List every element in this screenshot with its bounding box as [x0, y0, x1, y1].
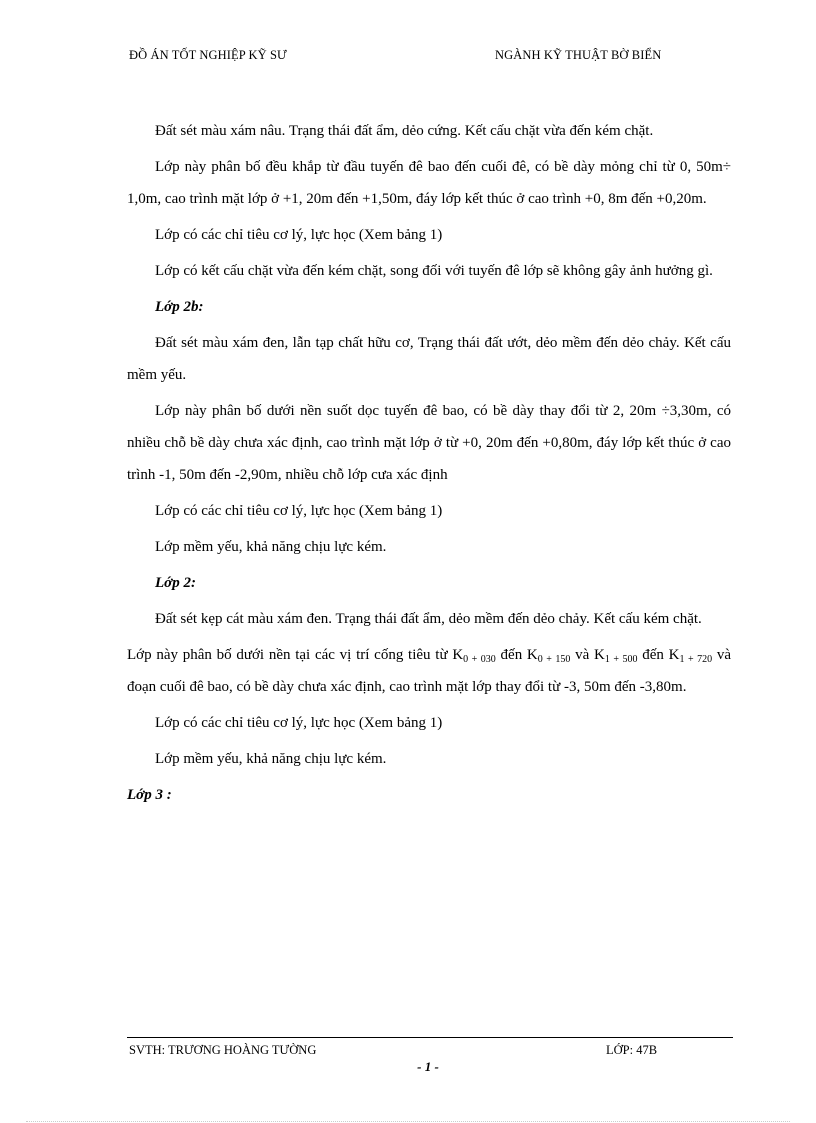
- page-number: - 1 -: [417, 1059, 439, 1074]
- page-break-divider: [26, 1121, 790, 1122]
- paragraph-with-subscripts: [127, 639, 731, 703]
- section-heading: Lớp 2:: [155, 575, 196, 591]
- text-run: Lớp này phân bố dưới nền tại các vị trí cống tiêu từ K: [127, 647, 464, 663]
- section-heading: Lớp 2b:: [155, 299, 204, 315]
- header-right: NGÀNH KỸ THUẬT BỜ BIỂN: [495, 48, 662, 62]
- footer-left: SVTH: TRƯƠNG HOÀNG TƯỜNG: [129, 1043, 317, 1057]
- text-run: và đoạn cuối đê bao, có bề dày chưa xác định, cao trình mặt lớp thay đổi từ -3, 50m đến -3,80m.: [127, 647, 732, 695]
- paragraph: Đất sét kẹp cát màu xám đen. Trạng thái đất ẩm, dẻo mềm đến dẻo chảy. Kết cấu kém chặt.: [155, 611, 702, 627]
- paragraph: Lớp này phân bố dưới nền suốt dọc tuyến đê bao, có bề dày thay đổi từ 2, 20m ÷3,30m, có nhiều chỗ bề dày chưa xác định, cao trình mặt lớp ở từ +0, 20m đến +0,80m, đáy lớp kết thúc ở cao trình -1, 50m đến -2,90m, nhiều chỗ lớp cưa xác định: [127, 403, 731, 483]
- paragraph: Đất sét màu xám nâu. Trạng thái đất ẩm, dẻo cứng. Kết cấu chặt vừa đến kém chặt.: [155, 123, 654, 139]
- text-run: và K: [570, 647, 605, 663]
- paragraph: Lớp có các chỉ tiêu cơ lý, lực học (Xem bảng 1): [155, 503, 443, 519]
- document-body: [127, 115, 731, 815]
- subscript: 0 + 030: [463, 654, 496, 665]
- paragraph: Lớp mềm yếu, khả năng chịu lực kém.: [155, 751, 387, 767]
- footer-divider: [127, 1037, 733, 1038]
- subscript: 0 + 150: [537, 654, 571, 665]
- header-left: ĐỒ ÁN TỐT NGHIỆP KỸ SƯ: [129, 48, 287, 62]
- paragraph: Lớp này phân bố đều khắp từ đầu tuyến đê bao đến cuối đê, có bề dày mỏng chỉ từ 0, 50m÷ 1,0m, cao trình mặt lớp ở +1, 20m đến +1,50m, đáy lớp kết thúc ở cao trình +0, 8m đến +0,20m.: [127, 159, 731, 207]
- paragraph: Đất sét màu xám đen, lẫn tạp chất hữu cơ, Trạng thái đất ướt, dẻo mềm đến dẻo chảy. Kết cấu mềm yếu.: [127, 335, 731, 383]
- paragraph: Lớp có các chỉ tiêu cơ lý, lực học (Xem bảng 1): [155, 715, 443, 731]
- subscript: 1 + 720: [679, 654, 713, 665]
- section-heading: Lớp 3 :: [127, 787, 172, 803]
- text-run: đến K: [637, 647, 680, 663]
- subscript: 1 + 500: [604, 654, 638, 665]
- paragraph: Lớp có kết cấu chặt vừa đến kém chặt, song đối với tuyến đê lớp sẽ không gây ảnh hưởng gì.: [155, 263, 713, 279]
- text-run: đến K: [495, 647, 538, 663]
- footer-right: LỚP: 47B: [606, 1043, 658, 1057]
- paragraph: Lớp có các chỉ tiêu cơ lý, lực học (Xem bảng 1): [155, 227, 443, 243]
- paragraph: Lớp mềm yếu, khả năng chịu lực kém.: [155, 539, 387, 555]
